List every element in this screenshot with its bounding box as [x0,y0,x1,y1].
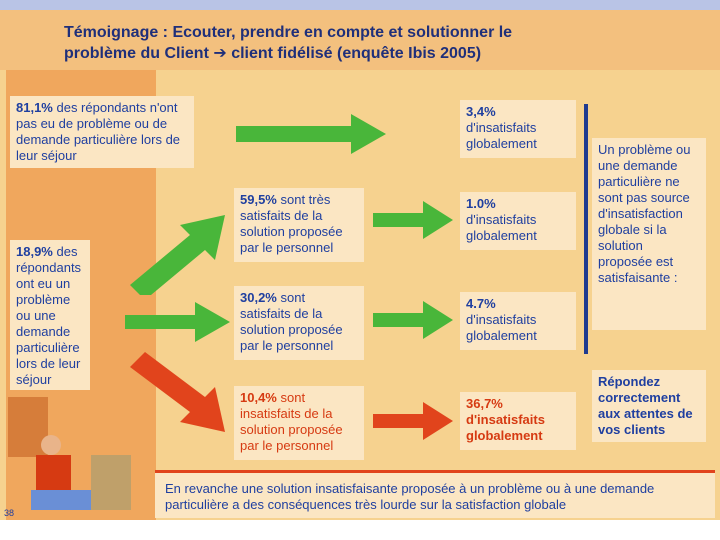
text-satisfied: sont satisfaits de la solution proposée par le personnel [240,290,343,353]
right-pct-3: 4.7% [466,296,496,311]
right-pct-4: 36,7% [466,396,503,411]
right-box-1 [460,100,576,158]
arrow-right-icon-top [236,114,386,154]
arrow-right-icon-mid1 [373,201,453,239]
note-text: Un problème ou une demande particulière ne sont pas source d'insatisfaction globale si la solution proposée est satisfaisante : [598,142,691,285]
title-line-2b: client fidélisé (enquête Ibis 2005) [226,45,482,62]
pct-satisfied: 30,2% [240,290,277,305]
footer-band [155,470,715,518]
pct-unsatisfied: 10,4% [240,390,277,405]
cta-text: Répondez correctement aux attentes de vos clients [598,374,693,437]
pct-problem: 18,9% [16,244,53,259]
right-box-4 [460,392,576,450]
right-text-3: d'insatisfaits globalement [466,312,537,343]
slide-number: 38 [4,508,15,518]
right-pct-2: 1.0% [466,196,496,211]
person-illustration [6,395,156,520]
right-text-1: d'insatisfaits globalement [466,120,537,151]
middle-box-satisfied [234,286,364,360]
left-box-problem [10,240,90,390]
text-problem: des répondants ont eu un problème ou une demande particulière lors de leur séjour [16,244,82,387]
left-box-no-problem [10,96,194,168]
right-text-2: d'insatisfaits globalement [466,212,537,243]
text-very-satisfied: sont très satisfaits de la solution proposée par le personnel [240,192,343,255]
title-line-2a: problème du Client [64,45,214,62]
footer-text: En revanche une solution insatisfaisante proposée à un problème ou à une demande particulière a des conséquences très lourde sur la satisfaction globale [165,481,655,512]
arrow-right-icon-red [373,402,453,440]
slide-title [64,22,664,64]
middle-box-very-satisfied [234,188,364,262]
right-box-3 [460,292,576,350]
arrow-right-icon-mid2 [373,301,453,339]
title-line-1: Témoignage : Ecouter, prendre en compte et solutionner le [64,24,513,41]
right-pct-1: 3,4% [466,104,496,119]
note-box [592,138,706,330]
arrow-up-right-icon [120,205,230,295]
vertical-divider [584,104,588,354]
text-no-problem: des répondants n'ont pas eu de problème ou de demande particulière lors de leur séjour [16,100,181,163]
arrow-right-icon: ➔ [213,45,227,62]
middle-box-unsatisfied [234,386,364,460]
text-unsatisfied: sont insatisfaits de la solution proposée par le personnel [240,390,343,453]
arrow-right-icon-left-mid [125,302,230,342]
top-accent-bar [0,0,720,10]
right-box-2 [460,192,576,250]
right-text-4: d'insatisfaits globalement [466,412,545,443]
pct-no-problem: 81,1% [16,100,53,115]
pct-very-satisfied: 59,5% [240,192,277,207]
cta-box [592,370,706,442]
